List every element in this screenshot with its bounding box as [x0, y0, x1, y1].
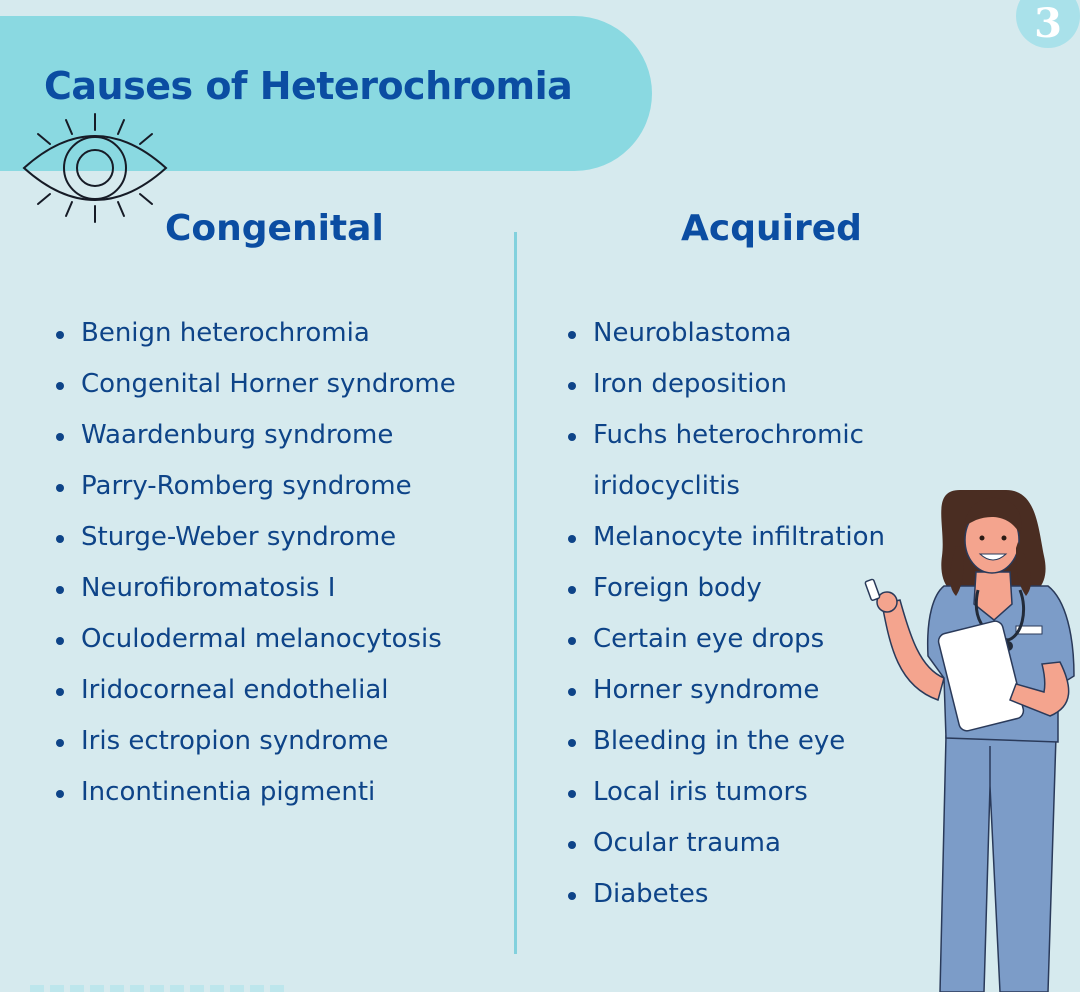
list-item: Fuchs heterochromic — [566, 410, 885, 461]
list-item: Waardenburg syndrome — [54, 410, 456, 461]
congenital-heading: Congenital — [165, 208, 384, 249]
list-item: Foreign body — [566, 563, 885, 614]
list-item: Diabetes — [566, 869, 885, 920]
page-number-badge — [1016, 0, 1080, 48]
list-item: Bleeding in the eye — [566, 716, 885, 767]
list-item: Iris ectropion syndrome — [54, 716, 456, 767]
acquired-list — [566, 308, 885, 920]
list-item: Sturge-Weber syndrome — [54, 512, 456, 563]
list-item: Neuroblastoma — [566, 308, 885, 359]
list-item: Congenital Horner syndrome — [54, 359, 456, 410]
page-number: 3 — [1034, 0, 1062, 47]
doctor-illustration — [860, 486, 1080, 992]
column-divider — [514, 232, 517, 954]
list-item: Iron deposition — [566, 359, 885, 410]
eye-icon — [20, 110, 170, 230]
list-item: Incontinentia pigmenti — [54, 767, 456, 818]
list-item: Melanocyte infiltration — [566, 512, 885, 563]
list-item: Iridocorneal endothelial — [54, 665, 456, 716]
page-title: Causes of Heterochromia — [44, 64, 573, 108]
list-item: Benign heterochromia — [54, 308, 456, 359]
decorative-texture — [30, 985, 290, 992]
congenital-list — [54, 308, 456, 818]
list-item: Horner syndrome — [566, 665, 885, 716]
list-item: Ocular trauma — [566, 818, 885, 869]
list-item: Oculodermal melanocytosis — [54, 614, 456, 665]
list-item: Parry-Romberg syndrome — [54, 461, 456, 512]
list-item: Certain eye drops — [566, 614, 885, 665]
list-item: Local iris tumors — [566, 767, 885, 818]
acquired-heading: Acquired — [681, 208, 862, 249]
list-item: Neurofibromatosis I — [54, 563, 456, 614]
list-item-continuation: iridocyclitis — [593, 471, 740, 501]
